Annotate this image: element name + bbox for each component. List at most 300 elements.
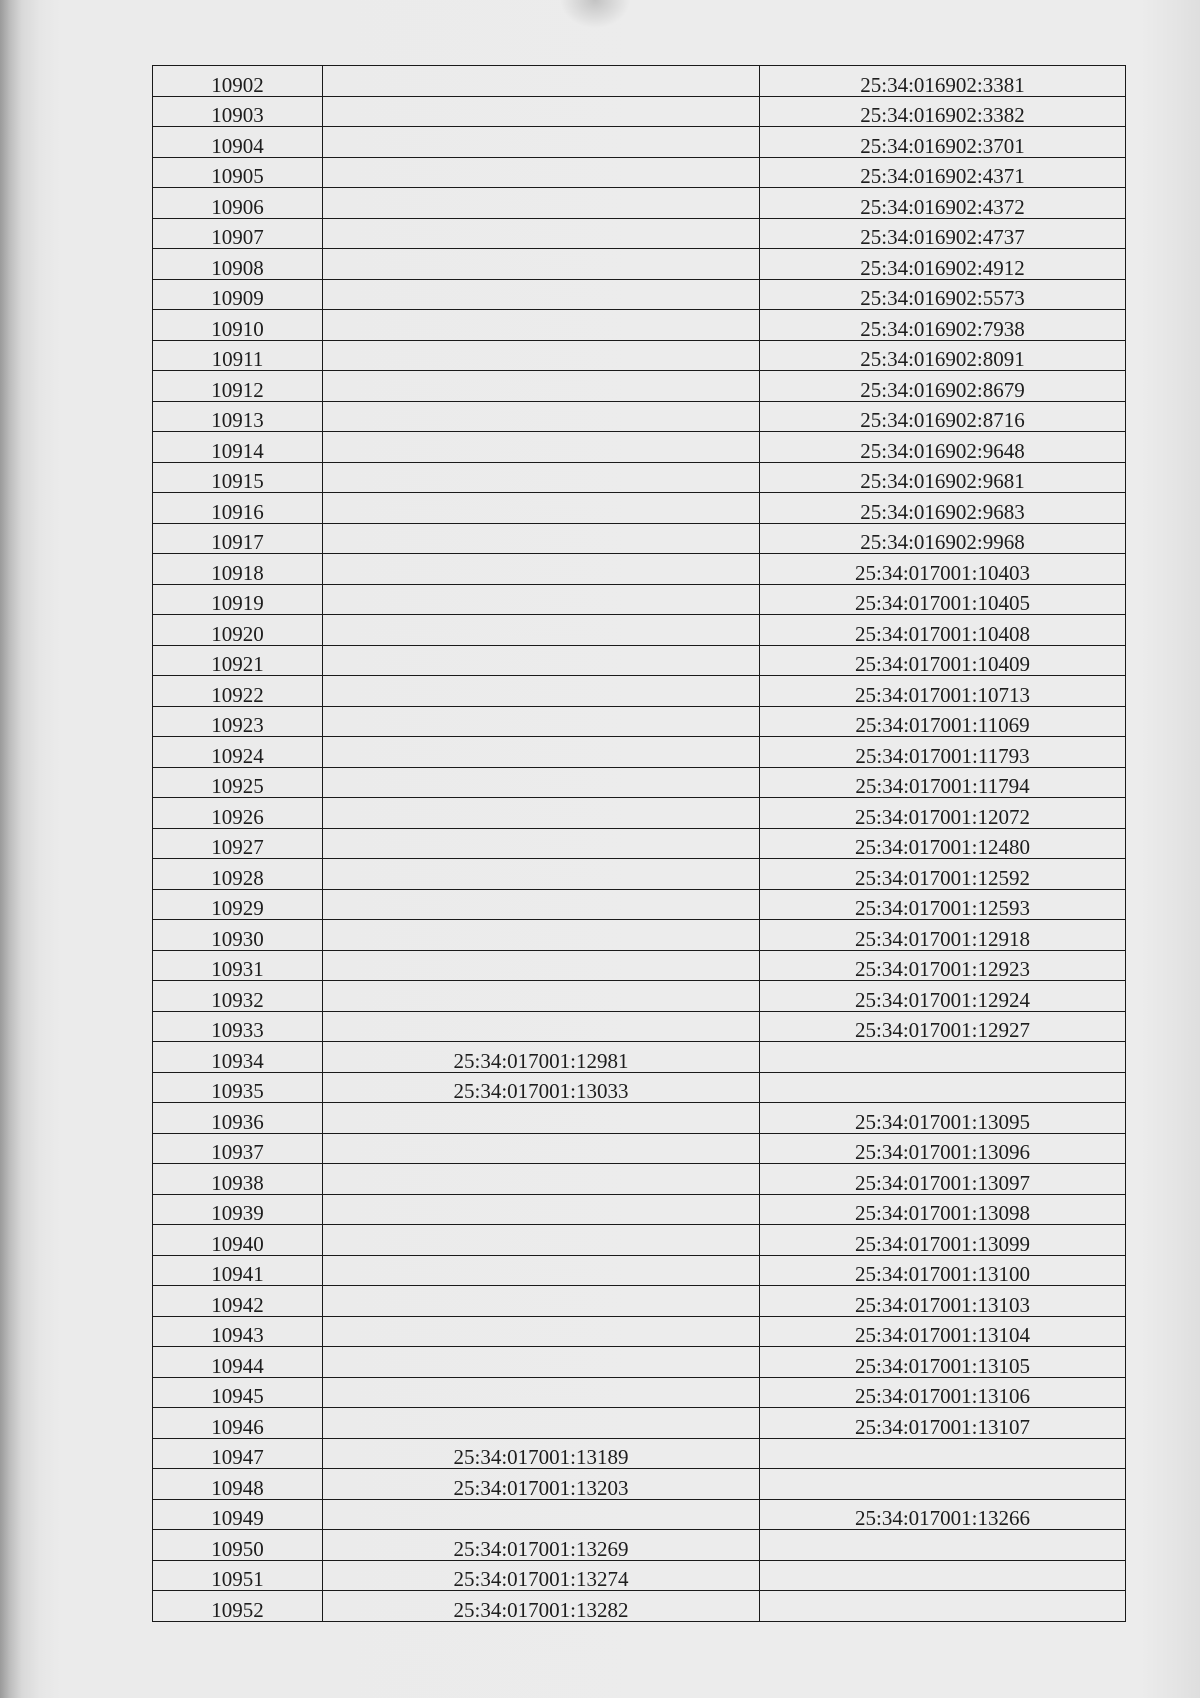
cadastral-column-b-text: 25:34:017001:11069 xyxy=(855,713,1030,737)
row-number-text: 10942 xyxy=(211,1292,264,1316)
row-number-text: 10903 xyxy=(211,103,264,127)
table-row xyxy=(153,1530,1126,1561)
row-number-text: 10910 xyxy=(211,316,264,340)
cadastral-column-b-text: 25:34:017001:13266 xyxy=(854,1506,1030,1530)
cadastral-column-a-cell xyxy=(323,889,760,920)
cadastral-column-a-cell xyxy=(323,1530,760,1561)
table-row xyxy=(153,371,1126,402)
row-number-text: 10924 xyxy=(211,743,264,767)
cadastral-column-b-text: 25:34:017001:12593 xyxy=(854,896,1030,920)
row-number-text: 10946 xyxy=(211,1414,264,1438)
cadastral-column-b-text: 25:34:017001:12480 xyxy=(854,835,1030,859)
row-number-text: 10929 xyxy=(211,896,264,920)
cadastral-column-a-cell xyxy=(323,1103,760,1134)
row-number-text: 10939 xyxy=(211,1201,264,1225)
row-number-cell xyxy=(153,127,323,158)
table-row xyxy=(153,1133,1126,1164)
cadastral-column-b-text: 25:34:017001:13103 xyxy=(854,1292,1030,1316)
row-number-cell xyxy=(153,371,323,402)
row-number-text: 10917 xyxy=(211,530,264,554)
cadastral-column-b-cell xyxy=(760,1072,1126,1103)
table-row xyxy=(153,798,1126,829)
cadastral-column-a-cell xyxy=(323,462,760,493)
cadastral-column-a-cell xyxy=(323,279,760,310)
table-row xyxy=(153,981,1126,1012)
row-number-text: 10905 xyxy=(211,164,264,188)
cadastral-column-b-text: 25:34:016902:8716 xyxy=(860,408,1025,432)
cadastral-column-b-text: 25:34:017001:12072 xyxy=(854,804,1030,828)
cadastral-column-b-text: 25:34:017001:13104 xyxy=(854,1323,1030,1347)
cadastral-column-b-cell xyxy=(760,1042,1126,1073)
cadastral-column-b-text: 25:34:017001:12927 xyxy=(854,1018,1030,1042)
cadastral-column-b-cell xyxy=(760,889,1126,920)
cadastral-column-b-cell xyxy=(760,1255,1126,1286)
cadastral-column-a-cell xyxy=(323,371,760,402)
row-number-text: 10936 xyxy=(211,1109,264,1133)
cadastral-column-b-text: 25:34:017001:13105 xyxy=(854,1353,1030,1377)
table-row xyxy=(153,859,1126,890)
row-number-text: 10947 xyxy=(211,1445,264,1469)
row-number-cell xyxy=(153,1438,323,1469)
cadastral-column-b-cell xyxy=(760,66,1126,97)
table-row xyxy=(153,1255,1126,1286)
cadastral-column-b-text: 25:34:017001:12592 xyxy=(854,865,1030,889)
cadastral-column-a-cell xyxy=(323,310,760,341)
cadastral-column-b-text: 25:34:016902:9683 xyxy=(860,499,1025,523)
cadastral-column-a-cell xyxy=(323,1072,760,1103)
table-body xyxy=(153,66,1126,1622)
cadastral-column-b-cell xyxy=(760,554,1126,585)
row-number-text: 10940 xyxy=(211,1231,264,1255)
cadastral-number-table xyxy=(152,65,1126,1622)
cadastral-column-a-cell xyxy=(323,1591,760,1622)
cadastral-column-a-cell xyxy=(323,1286,760,1317)
cadastral-column-b-text: 25:34:017001:13095 xyxy=(854,1109,1030,1133)
row-number-cell xyxy=(153,157,323,188)
row-number-text: 10913 xyxy=(211,408,264,432)
cadastral-column-b-text: 25:34:017001:13106 xyxy=(854,1384,1030,1408)
cadastral-column-b-cell xyxy=(760,1408,1126,1439)
cadastral-column-b-cell xyxy=(760,798,1126,829)
table-row xyxy=(153,767,1126,798)
row-number-cell xyxy=(153,1499,323,1530)
cadastral-column-b-cell xyxy=(760,157,1126,188)
cadastral-column-b-cell xyxy=(760,127,1126,158)
table-row xyxy=(153,615,1126,646)
cadastral-column-a-cell xyxy=(323,340,760,371)
row-number-text: 10944 xyxy=(211,1353,264,1377)
table-row xyxy=(153,66,1126,97)
cadastral-column-b-cell xyxy=(760,523,1126,554)
cadastral-column-a-cell xyxy=(323,432,760,463)
row-number-text: 10920 xyxy=(211,621,264,645)
row-number-text: 10907 xyxy=(211,225,264,249)
table-row xyxy=(153,1072,1126,1103)
cadastral-column-b-text: 25:34:017001:10713 xyxy=(854,682,1030,706)
cadastral-column-b-text: 25:34:016902:8091 xyxy=(860,347,1025,371)
cadastral-column-b-text: 25:34:017001:12923 xyxy=(854,957,1030,981)
table-row xyxy=(153,188,1126,219)
table-row xyxy=(153,462,1126,493)
cadastral-column-a-cell xyxy=(323,828,760,859)
cadastral-column-b-text: 25:34:016902:4371 xyxy=(860,164,1025,188)
row-number-text: 10926 xyxy=(211,804,264,828)
row-number-cell xyxy=(153,218,323,249)
cadastral-column-b-cell xyxy=(760,1316,1126,1347)
cadastral-column-b-cell xyxy=(760,1499,1126,1530)
table-row xyxy=(153,1194,1126,1225)
cadastral-column-a-cell xyxy=(323,188,760,219)
cadastral-column-a-cell xyxy=(323,554,760,585)
row-number-cell xyxy=(153,554,323,585)
row-number-cell xyxy=(153,462,323,493)
row-number-text: 10951 xyxy=(211,1567,264,1591)
table-row xyxy=(153,554,1126,585)
cadastral-column-b-text: 25:34:016902:3701 xyxy=(860,133,1025,157)
cadastral-column-a-cell xyxy=(323,798,760,829)
cadastral-column-b-text: 25:34:017001:10408 xyxy=(854,621,1030,645)
row-number-cell xyxy=(153,1164,323,1195)
row-number-cell xyxy=(153,1072,323,1103)
cadastral-column-a-cell xyxy=(323,981,760,1012)
row-number-text: 10912 xyxy=(211,377,264,401)
cadastral-column-b-text: 25:34:017001:13099 xyxy=(854,1231,1030,1255)
cadastral-column-b-cell xyxy=(760,1133,1126,1164)
table-row xyxy=(153,127,1126,158)
table-row xyxy=(153,432,1126,463)
row-number-cell xyxy=(153,1469,323,1500)
cadastral-column-b-text: 25:34:016902:4737 xyxy=(860,225,1025,249)
row-number-text: 10923 xyxy=(211,713,264,737)
row-number-cell xyxy=(153,1255,323,1286)
cadastral-column-b-text: 25:34:017001:13097 xyxy=(854,1170,1030,1194)
table-row xyxy=(153,950,1126,981)
table-row xyxy=(153,706,1126,737)
table-row xyxy=(153,1438,1126,1469)
table-row xyxy=(153,1011,1126,1042)
row-number-text: 10948 xyxy=(211,1475,264,1499)
cadastral-column-a-cell xyxy=(323,66,760,97)
row-number-text: 10925 xyxy=(211,774,264,798)
row-number-text: 10931 xyxy=(211,957,264,981)
cadastral-column-a-cell xyxy=(323,645,760,676)
cadastral-column-a-text: 25:34:017001:13282 xyxy=(453,1597,629,1621)
cadastral-column-a-text: 25:34:017001:13189 xyxy=(453,1445,629,1469)
row-number-text: 10935 xyxy=(211,1079,264,1103)
cadastral-column-b-text: 25:34:017001:13107 xyxy=(854,1414,1030,1438)
row-number-cell xyxy=(153,1225,323,1256)
cadastral-column-a-cell xyxy=(323,1560,760,1591)
cadastral-column-b-cell xyxy=(760,981,1126,1012)
table-row xyxy=(153,1286,1126,1317)
row-number-cell xyxy=(153,615,323,646)
table-row xyxy=(153,1469,1126,1500)
cadastral-column-a-cell xyxy=(323,1011,760,1042)
cadastral-column-b-text: 25:34:017001:13096 xyxy=(854,1140,1030,1164)
cadastral-column-a-cell xyxy=(323,615,760,646)
cadastral-column-b-text: 25:34:016902:3382 xyxy=(860,103,1025,127)
row-number-cell xyxy=(153,645,323,676)
row-number-cell xyxy=(153,1408,323,1439)
cadastral-column-b-cell xyxy=(760,828,1126,859)
cadastral-column-a-text: 25:34:017001:13269 xyxy=(453,1536,629,1560)
table-row xyxy=(153,1316,1126,1347)
cadastral-column-b-cell xyxy=(760,1377,1126,1408)
table-row xyxy=(153,828,1126,859)
cadastral-column-b-text: 25:34:016902:3381 xyxy=(860,72,1025,96)
cadastral-column-a-cell xyxy=(323,157,760,188)
cadastral-column-b-cell xyxy=(760,1591,1126,1622)
table-row xyxy=(153,1042,1126,1073)
table-row xyxy=(153,1103,1126,1134)
row-number-text: 10921 xyxy=(211,652,264,676)
cadastral-column-b-text: 25:34:017001:10403 xyxy=(854,560,1030,584)
cadastral-column-b-text: 25:34:016902:9968 xyxy=(860,530,1025,554)
cadastral-column-b-cell xyxy=(760,1438,1126,1469)
cadastral-column-a-cell xyxy=(323,1499,760,1530)
cadastral-column-b-cell xyxy=(760,1347,1126,1378)
cadastral-column-b-cell xyxy=(760,218,1126,249)
cadastral-column-a-text: 25:34:017001:12981 xyxy=(453,1048,629,1072)
table-row xyxy=(153,676,1126,707)
row-number-cell xyxy=(153,1591,323,1622)
cadastral-column-b-cell xyxy=(760,1560,1126,1591)
row-number-text: 10928 xyxy=(211,865,264,889)
row-number-text: 10904 xyxy=(211,133,264,157)
row-number-cell xyxy=(153,706,323,737)
row-number-cell xyxy=(153,1560,323,1591)
row-number-text: 10932 xyxy=(211,987,264,1011)
table-row xyxy=(153,1499,1126,1530)
row-number-text: 10950 xyxy=(211,1536,264,1560)
table-row xyxy=(153,1347,1126,1378)
row-number-text: 10906 xyxy=(211,194,264,218)
row-number-text: 10952 xyxy=(211,1597,264,1621)
cadastral-column-a-cell xyxy=(323,1225,760,1256)
row-number-text: 10915 xyxy=(211,469,264,493)
cadastral-column-b-cell xyxy=(760,340,1126,371)
cadastral-column-b-cell xyxy=(760,676,1126,707)
row-number-cell xyxy=(153,798,323,829)
row-number-text: 10927 xyxy=(211,835,264,859)
row-number-cell xyxy=(153,1377,323,1408)
row-number-cell xyxy=(153,1347,323,1378)
table-row xyxy=(153,1560,1126,1591)
cadastral-column-a-cell xyxy=(323,1133,760,1164)
cadastral-column-a-cell xyxy=(323,1469,760,1500)
row-number-text: 10922 xyxy=(211,682,264,706)
row-number-text: 10911 xyxy=(211,347,264,371)
row-number-cell xyxy=(153,279,323,310)
cadastral-column-a-cell xyxy=(323,218,760,249)
cadastral-column-b-cell xyxy=(760,1286,1126,1317)
row-number-text: 10938 xyxy=(211,1170,264,1194)
cadastral-column-b-cell xyxy=(760,432,1126,463)
row-number-cell xyxy=(153,523,323,554)
cadastral-column-a-cell xyxy=(323,249,760,280)
cadastral-column-a-cell xyxy=(323,1042,760,1073)
cadastral-column-b-cell xyxy=(760,1164,1126,1195)
row-number-cell xyxy=(153,950,323,981)
table-row xyxy=(153,1408,1126,1439)
row-number-text: 10909 xyxy=(211,286,264,310)
table-row xyxy=(153,1591,1126,1622)
row-number-cell xyxy=(153,1316,323,1347)
cadastral-column-b-cell xyxy=(760,859,1126,890)
cadastral-column-a-cell xyxy=(323,1194,760,1225)
row-number-cell xyxy=(153,1194,323,1225)
cadastral-column-b-cell xyxy=(760,96,1126,127)
cadastral-column-a-cell xyxy=(323,493,760,524)
cadastral-column-a-cell xyxy=(323,859,760,890)
row-number-cell xyxy=(153,737,323,768)
row-number-cell xyxy=(153,249,323,280)
cadastral-column-a-text: 25:34:017001:13274 xyxy=(453,1567,629,1591)
row-number-cell xyxy=(153,188,323,219)
row-number-cell xyxy=(153,920,323,951)
cadastral-column-b-cell xyxy=(760,1194,1126,1225)
cadastral-column-b-cell xyxy=(760,279,1126,310)
table-row xyxy=(153,493,1126,524)
row-number-cell xyxy=(153,1103,323,1134)
row-number-cell xyxy=(153,889,323,920)
cadastral-column-b-text: 25:34:017001:11794 xyxy=(855,774,1030,798)
row-number-cell xyxy=(153,584,323,615)
table-row xyxy=(153,340,1126,371)
row-number-cell xyxy=(153,859,323,890)
cadastral-column-a-cell xyxy=(323,1408,760,1439)
table-row xyxy=(153,1164,1126,1195)
row-number-text: 10908 xyxy=(211,255,264,279)
table-row xyxy=(153,920,1126,951)
cadastral-column-a-cell xyxy=(323,920,760,951)
cadastral-column-b-cell xyxy=(760,950,1126,981)
row-number-cell xyxy=(153,493,323,524)
table-row xyxy=(153,96,1126,127)
row-number-text: 10914 xyxy=(211,438,264,462)
cadastral-column-b-cell xyxy=(760,1530,1126,1561)
row-number-text: 10902 xyxy=(211,72,264,96)
cadastral-column-a-cell xyxy=(323,767,760,798)
row-number-text: 10941 xyxy=(211,1262,264,1286)
cadastral-column-b-cell xyxy=(760,584,1126,615)
row-number-cell xyxy=(153,1530,323,1561)
cadastral-column-b-cell xyxy=(760,615,1126,646)
row-number-cell xyxy=(153,401,323,432)
cadastral-column-a-cell xyxy=(323,401,760,432)
row-number-cell xyxy=(153,1133,323,1164)
cadastral-column-a-cell xyxy=(323,1347,760,1378)
cadastral-column-b-text: 25:34:016902:4372 xyxy=(860,194,1025,218)
row-number-cell xyxy=(153,981,323,1012)
row-number-cell xyxy=(153,1011,323,1042)
cadastral-column-b-text: 25:34:016902:7938 xyxy=(860,316,1025,340)
cadastral-column-b-cell xyxy=(760,401,1126,432)
cadastral-column-b-text: 25:34:016902:9648 xyxy=(860,438,1025,462)
row-number-cell xyxy=(153,310,323,341)
table-row xyxy=(153,279,1126,310)
table-row xyxy=(153,249,1126,280)
cadastral-column-a-cell xyxy=(323,584,760,615)
cadastral-column-b-text: 25:34:017001:10405 xyxy=(854,591,1030,615)
cadastral-column-b-text: 25:34:016902:5573 xyxy=(860,286,1025,310)
row-number-text: 10933 xyxy=(211,1018,264,1042)
cadastral-column-b-cell xyxy=(760,645,1126,676)
page-edge-shadow xyxy=(1140,0,1200,1698)
cadastral-column-b-cell xyxy=(760,737,1126,768)
cadastral-column-b-cell xyxy=(760,371,1126,402)
table-row xyxy=(153,310,1126,341)
cadastral-column-b-cell xyxy=(760,1011,1126,1042)
table-row xyxy=(153,889,1126,920)
cadastral-column-a-cell xyxy=(323,706,760,737)
cadastral-column-a-text: 25:34:017001:13033 xyxy=(453,1079,629,1103)
table-row xyxy=(153,1225,1126,1256)
cadastral-column-b-cell xyxy=(760,249,1126,280)
cadastral-column-b-text: 25:34:017001:11793 xyxy=(855,743,1030,767)
cadastral-column-b-cell xyxy=(760,1469,1126,1500)
row-number-cell xyxy=(153,1042,323,1073)
table-row xyxy=(153,584,1126,615)
cadastral-column-b-cell xyxy=(760,706,1126,737)
row-number-text: 10945 xyxy=(211,1384,264,1408)
row-number-text: 10916 xyxy=(211,499,264,523)
cadastral-column-b-text: 25:34:016902:4912 xyxy=(860,255,1025,279)
cadastral-column-b-cell xyxy=(760,188,1126,219)
row-number-cell xyxy=(153,767,323,798)
row-number-cell xyxy=(153,96,323,127)
row-number-cell xyxy=(153,828,323,859)
cadastral-column-a-cell xyxy=(323,676,760,707)
table-row xyxy=(153,523,1126,554)
row-number-text: 10937 xyxy=(211,1140,264,1164)
row-number-cell xyxy=(153,66,323,97)
cadastral-column-b-text: 25:34:017001:12918 xyxy=(854,926,1030,950)
cadastral-column-b-text: 25:34:017001:10409 xyxy=(854,652,1030,676)
table-row xyxy=(153,218,1126,249)
cadastral-column-a-cell xyxy=(323,127,760,158)
cadastral-column-a-cell xyxy=(323,523,760,554)
table-row xyxy=(153,157,1126,188)
cadastral-column-b-text: 25:34:016902:8679 xyxy=(860,377,1025,401)
cadastral-column-b-cell xyxy=(760,1225,1126,1256)
row-number-text: 10919 xyxy=(211,591,264,615)
table-row xyxy=(153,737,1126,768)
row-number-cell xyxy=(153,432,323,463)
cadastral-column-b-cell xyxy=(760,767,1126,798)
row-number-text: 10949 xyxy=(211,1506,264,1530)
cadastral-column-a-cell xyxy=(323,950,760,981)
cadastral-column-b-text: 25:34:017001:12924 xyxy=(854,987,1030,1011)
cadastral-column-b-text: 25:34:017001:13100 xyxy=(854,1262,1030,1286)
cadastral-column-a-cell xyxy=(323,737,760,768)
row-number-text: 10934 xyxy=(211,1048,264,1072)
cadastral-column-a-cell xyxy=(323,1164,760,1195)
cadastral-column-b-text: 25:34:016902:9681 xyxy=(860,469,1025,493)
row-number-text: 10918 xyxy=(211,560,264,584)
table-row xyxy=(153,401,1126,432)
cadastral-column-a-cell xyxy=(323,96,760,127)
cadastral-column-a-cell xyxy=(323,1316,760,1347)
cadastral-column-b-text: 25:34:017001:13098 xyxy=(854,1201,1030,1225)
cadastral-column-b-cell xyxy=(760,920,1126,951)
cadastral-column-b-cell xyxy=(760,310,1126,341)
row-number-cell xyxy=(153,1286,323,1317)
row-number-text: 10943 xyxy=(211,1323,264,1347)
cadastral-column-b-cell xyxy=(760,493,1126,524)
row-number-cell xyxy=(153,340,323,371)
cadastral-column-b-cell xyxy=(760,462,1126,493)
